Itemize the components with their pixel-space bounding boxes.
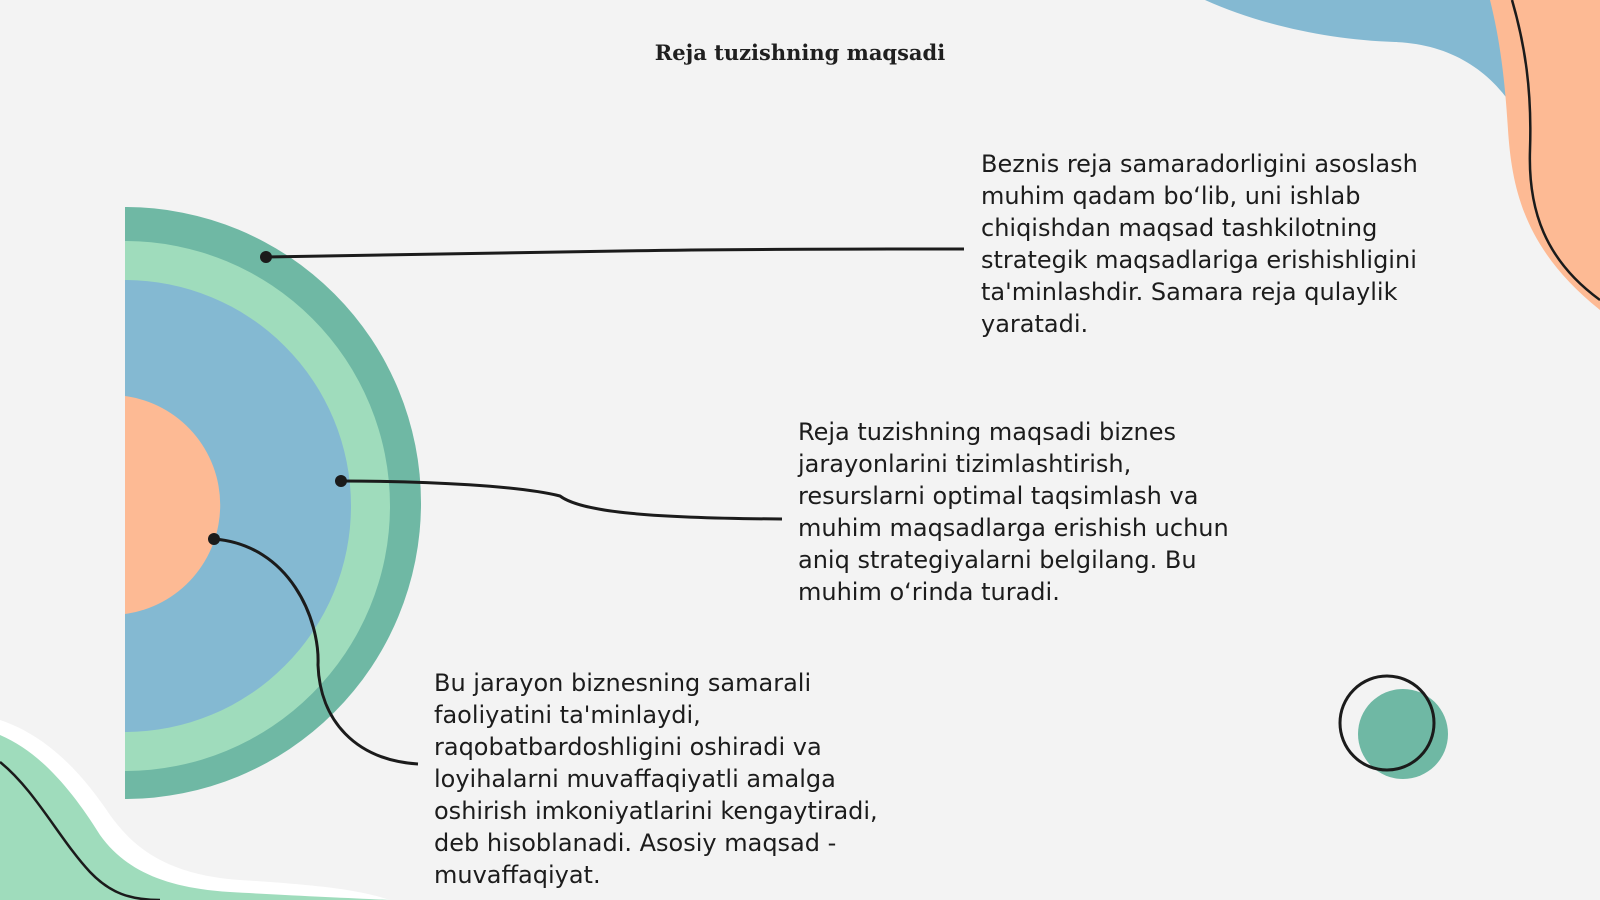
paragraph-3: Bu jarayon biznesning samarali faoliyatini ta'minlaydi, raqobatbardoshligini oshiradi va loyihalarni muvaffaqiyatli amalga oshirish imkoniyatlarini kengaytiradi, deb hisoblanadi. Asosiy maqsad - muvaffaqiyat. [434,669,878,889]
connector-dot-1 [260,251,272,263]
slide-title: Reja tuzishning maqsadi [654,40,946,65]
connector-dot-2 [335,475,347,487]
connector-dot-3 [208,533,220,545]
paragraph-1: Beznis reja samaradorligini asoslash muhim qadam bo‘lib, uni ishlab chiqishdan maqsad tashkilotning strategik maqsadlariga erishishligini ta'minlashdir. Samara reja qulaylik yaratadi. [981,150,1418,338]
teal-dot-shape [1358,689,1448,779]
paragraph-2: Reja tuzishning maqsadi biznes jarayonlarini tizimlashtirish, resurslarni optimal taqsimlash va muhim maqsadlarga erishish uchun aniq strategiyalarni belgilang. Bu muhim o‘rinda turadi. [798,418,1229,606]
connector-line-1 [266,249,964,257]
